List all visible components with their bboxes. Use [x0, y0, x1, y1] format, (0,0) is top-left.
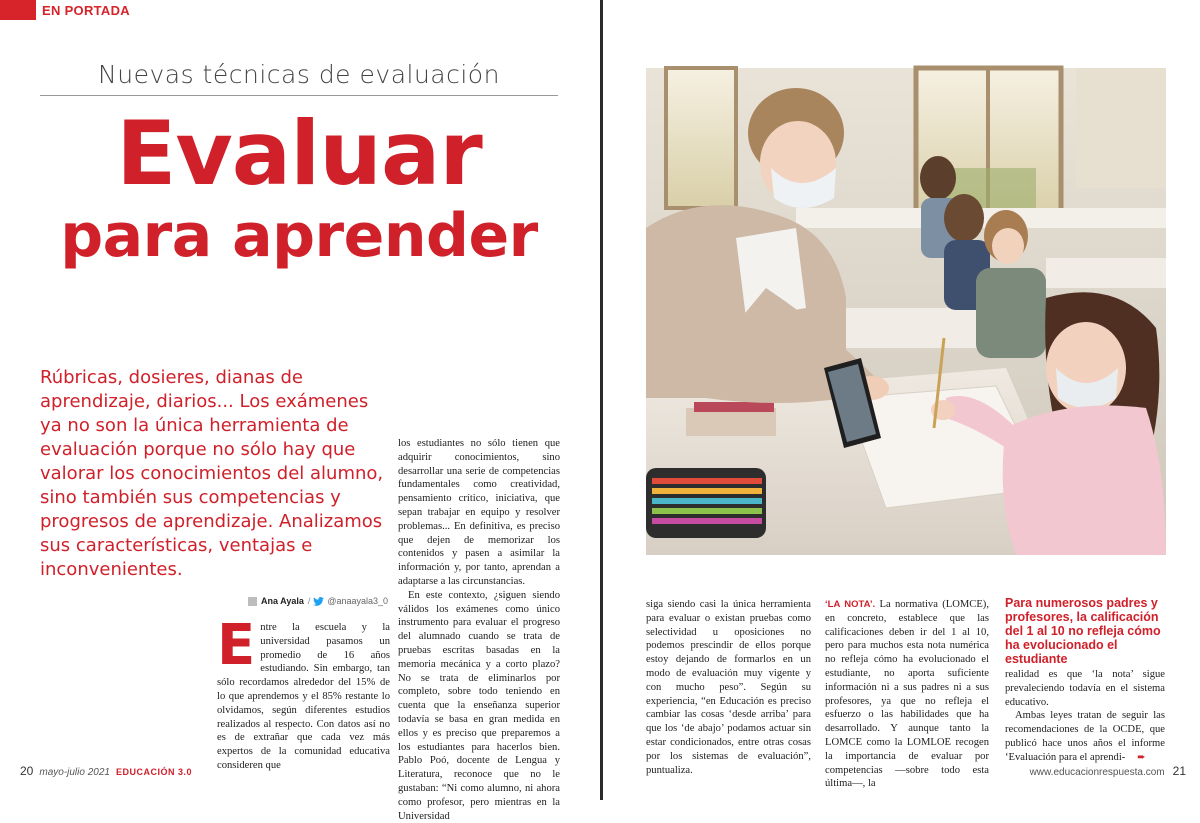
column-3-paragraph-1: siga siendo casi la única herramienta para evaluar o existan pruebas como selectividad u oposiciones no podemos prescindir de ellos porque estoy dejando de formarlos en un modo de evaluación muy vigente y con mucho peso”. Según su experiencia, “en Educación es preciso cambiar las cosas ‘desde arriba’ para que los ‘de abajo’ podamos actuar sin estar condicionados, entre otras cosas por los sistemas de evaluación”, puntualiza. — [646, 599, 811, 776]
column-4-text: La normativa (LOMCE), en concreto, establece que las calificaciones deben ir del 1 al 10, pero para muchos esta nota numérica no refleja cómo ha evolucionado el estudiante, no aporta suficiente información ni a sus padres ni a sus profesores, ya que no refleja el esfuerzo o las habilidades que ha desarrollado. Y aunque tanto la LOMCE como la LOMLOE recogen la importancia de evaluar por competencias —sobre todo esta última—, la — [825, 599, 989, 790]
byline-author: Ana Ayala — [261, 596, 304, 606]
column-5-paragraph-2: Ambas leyes tratan de seguir las recomendaciones de la OCDE, que publicó hace unos años el informe ‘Evaluación para el aprendi- — [1005, 710, 1165, 763]
page-number-right: 21 — [1172, 764, 1186, 778]
column-2-paragraph-2: En este contexto, ¿siguen siendo válidos los exámenes como único instrumento para evaluar el progreso del alumnado cuando se trata de pruebas escritas basadas en la memoria mecánica y a corto plazo? No se trata de eliminarlos por completo, sobre todo teniendo en cuenta que la enseñanza superior todavía se basa en gran medida en ellos y es preciso que preparemos a los estudiantes para hacerlos bien. Pablo Poó, docente de Lengua y Literatura, reconoce que no le gustaban: “Ni como alumno, ni ahora como profesor, pero mientras en la Universidad — [398, 589, 560, 822]
drop-cap: E — [217, 613, 256, 678]
kicker-rule — [40, 95, 558, 96]
byline-handle: @anaayala3_0 — [327, 596, 389, 606]
folio-right — [1030, 764, 1186, 778]
issue-date: mayo-julio 2021 — [39, 767, 110, 778]
byline — [248, 596, 398, 606]
page-number-left: 20 — [20, 764, 34, 778]
article-column-2 — [398, 437, 560, 823]
byline-separator: / — [307, 596, 311, 606]
subhead-lead: ‘LA NOTA’. — [825, 599, 876, 610]
headline-line-2: para aprender — [60, 201, 538, 271]
magazine-brand: EDUCACIÓN 3.0 — [115, 767, 192, 777]
article-column-4 — [825, 598, 989, 791]
column-1-text: ntre la escuela y la universidad pasamos un promedio de 16 años estudiando. Sin embargo, tan sólo recordamos alrededor del 15% de lo que aprendemos y el 85% restante lo olvidamos, según diferentes estudios realizados al respecto. Con datos así no es de extrañar que cada vez más expertos de la comunidad educativa consideren que — [217, 622, 390, 771]
right-page — [603, 0, 1200, 800]
section-bar — [0, 0, 36, 20]
standfirst: Rúbricas, dosieres, dianas de aprendizaje, diarios... Los exámenes ya no son la única herramienta de evaluación porque no sólo hay que valorar los conocimientos del alumno, sino también sus competencias y progresos de aprendizaje. Analizamos sus características, ventajas e inconvenientes. — [40, 367, 384, 580]
article-column-1 — [217, 613, 390, 773]
kicker: Nuevas técnicas de evaluación — [98, 60, 500, 89]
column-5-paragraph-1: realidad es que ‘la nota’ sigue prevaleciendo todavía en el sistema educativo. — [1005, 669, 1165, 708]
column-2-paragraph-1: los estudiantes no sólo tienen que adquirir conocimientos, sino desarrollar una serie de competencias fundamentales como creatividad, pensamiento crítico, iniciativa, que sepan trabajar en equipo y resolver problemas... En definitiva, es preciso que dejen de memorizar los contenidos y pasen a asimilar la información y, por tanto, aprendan a adaptarse a las circunstancias. — [398, 438, 560, 587]
continue-arrow-icon: ➨ — [1137, 751, 1146, 763]
folio-left — [20, 764, 192, 778]
article-column-3 — [646, 598, 811, 777]
classroom-photo — [646, 68, 1166, 555]
headline-line-1: Evaluar — [116, 102, 482, 205]
website-url: www.educacionrespuesta.com — [1029, 767, 1165, 778]
section-label: EN PORTADA — [42, 2, 130, 18]
twitter-bird-icon — [313, 597, 324, 606]
article-column-5 — [1005, 668, 1165, 765]
byline-marker-icon — [248, 597, 257, 606]
pull-quote: Para numerosos padres y profesores, la calificación del 1 al 10 no refleja cómo ha evolucionado el estudiante — [1005, 596, 1161, 666]
section-tag — [0, 0, 130, 20]
